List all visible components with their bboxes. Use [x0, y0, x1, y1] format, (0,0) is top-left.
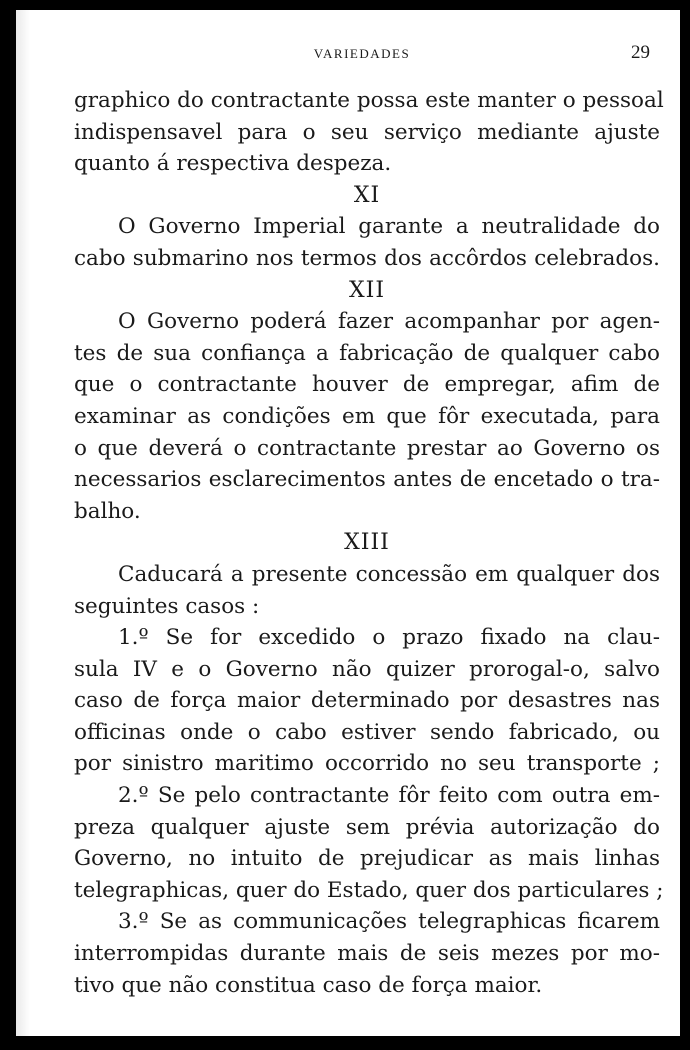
- text-line: seguintes casos :: [74, 593, 260, 619]
- text-line: quanto á respectiva despeza.: [74, 151, 392, 177]
- running-title: VARIEDADES: [313, 46, 411, 61]
- text-line: sula IV e o Governo não quizer prorogal-o, salvo: [74, 656, 660, 682]
- text-line: caso de força maior determinado por desastres nas: [74, 688, 660, 714]
- text-line: que o contractante houver de empregar, afim de: [74, 372, 660, 398]
- book-page: [16, 10, 680, 1036]
- page-gutter: [16, 10, 30, 1036]
- text-line: examinar as condições em que fôr executada, para: [74, 403, 660, 429]
- text-line: 1.º Se for excedido o prazo fixado na clau-: [118, 625, 660, 651]
- page-number: 29: [631, 42, 650, 63]
- text-line: o que deverá o contractante prestar ao Governo os: [74, 435, 660, 461]
- text-line: graphico do contractante possa este manter o pessoal: [74, 88, 664, 113]
- text-line: O Governo Imperial garante a neutralidade do: [118, 214, 660, 240]
- text-line: O Governo poderá fazer acompanhar por agen-: [118, 309, 660, 335]
- section-heading-xii: XII: [348, 277, 386, 303]
- text-line: preza qualquer ajuste sem prévia autorização do: [74, 814, 660, 840]
- text-line: balho.: [74, 498, 141, 524]
- text-line: necessarios esclarecimentos antes de encetado o tra-: [74, 467, 660, 493]
- section-heading-xi: XI: [353, 182, 381, 208]
- text-line: Caducará a presente concessão em qualquer dos: [118, 561, 660, 587]
- section-heading-xiii: XIII: [344, 530, 390, 556]
- page-header: [74, 42, 650, 66]
- text-line: indispensavel para o seu serviço mediante ajuste: [74, 119, 660, 145]
- text-line: 2.º Se pelo contractante fôr feito com outra em-: [118, 783, 660, 809]
- text-line: Governo, no intuito de prejudicar as mais linhas: [74, 846, 660, 872]
- text-line: telegraphicas, quer do Estado, quer dos particulares ;: [74, 877, 664, 903]
- text-line: por sinistro maritimo occorrido no seu transporte ;: [74, 751, 660, 777]
- text-line: 3.º Se as communicações telegraphicas ficarem: [118, 909, 660, 935]
- text-line: interrompidas durante mais de seis mezes por mo-: [74, 941, 660, 967]
- text-line: tivo que não constitua caso de força maior.: [74, 972, 543, 998]
- text-line: cabo submarino nos termos dos accôrdos celebrados.: [74, 245, 660, 271]
- text-line: tes de sua confiança a fabricação de qualquer cabo: [74, 340, 660, 366]
- text-line: officinas onde o cabo estiver sendo fabricado, ou: [74, 719, 660, 745]
- page-body: [74, 85, 664, 1001]
